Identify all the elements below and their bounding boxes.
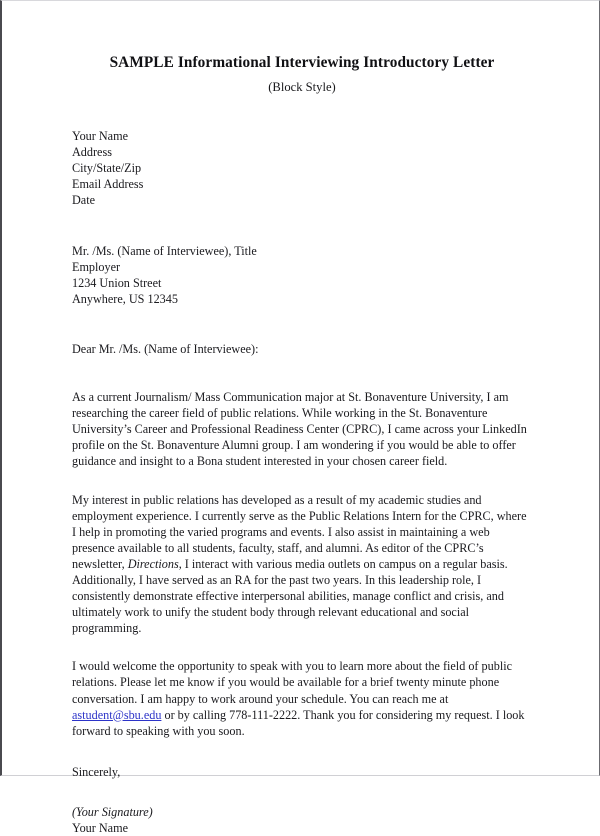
signature-placeholder: (Your Signature)	[72, 804, 153, 819]
letter-date: Date	[72, 193, 96, 208]
closing-line: Sincerely,	[72, 764, 121, 779]
body-paragraph-2	[72, 492, 532, 637]
recipient-address-block	[72, 243, 532, 307]
sender-name: Your Name	[72, 129, 128, 144]
paragraph-3-text-before-email: I would welcome the opportunity to speak with you to learn more about the field of public relations. Please let me know if you would be available for a brief twenty minute phone conversation. I am happy to work around your schedule. You can reach me at	[72, 659, 512, 706]
sender-city-state-zip: City/State/Zip	[72, 161, 142, 176]
sender-address-block	[72, 128, 532, 208]
recipient-city-state-zip: Anywhere, US 12345	[72, 291, 178, 306]
sender-address: Address	[72, 145, 112, 160]
recipient-street: 1234 Union Street	[72, 275, 162, 290]
paragraph-2-text-before-newsletter: My interest in public relations has developed as a result of my academic studies and employment experience. I currently serve as the Public Relations Intern for the CPRC, where I help in promoting the varied programs and events. I also assist in maintaining a web presence available to all students, faculty, staff, and alumni. As editor of the CPRC’s newsletter,	[72, 492, 527, 571]
signer-name: Your Name	[72, 821, 128, 836]
body-paragraph-3	[72, 658, 532, 738]
page-title: SAMPLE Informational Interviewing Introductory Letter	[109, 54, 495, 71]
newsletter-name: Directions	[127, 556, 179, 571]
body-paragraph-1: As a current Journalism/ Mass Communication major at St. Bonaventure University, I am researching the career field of public relations. While working in the St. Bonaventure University’s Career and Professional Readiness Center (CPRC), I came across your LinkedIn profile on the St. Bonaventure Alumni group. I am wondering if you would be able to offer guidance and insight to a Bona student interested in your chosen career field.	[72, 390, 527, 469]
paragraph-2-text-after-newsletter: , I interact with various media outlets on campus on a regular basis. Additionally, I have served as an RA for the past two years. In this leadership role, I consistently demonstrate effective interpersonal abilities, manage conflict and crisis, and ultimately work to unify the student body through relevant educational and social programming.	[72, 556, 508, 636]
letter-content	[72, 1, 532, 836]
page-subtitle: (Block Style)	[268, 80, 336, 95]
signature-block	[72, 804, 532, 836]
salutation-line: Dear Mr. /Ms. (Name of Interviewee):	[72, 341, 259, 356]
email-link[interactable]: astudent@sbu.edu	[72, 707, 162, 722]
paragraph-3-text-after-email: or by calling 778-111-2222. Thank you for considering my request. I look forward to speaking with you soon.	[72, 707, 525, 738]
recipient-employer: Employer	[72, 259, 121, 274]
recipient-name-title: Mr. /Ms. (Name of Interviewee), Title	[72, 243, 257, 258]
sender-email: Email Address	[72, 177, 144, 192]
